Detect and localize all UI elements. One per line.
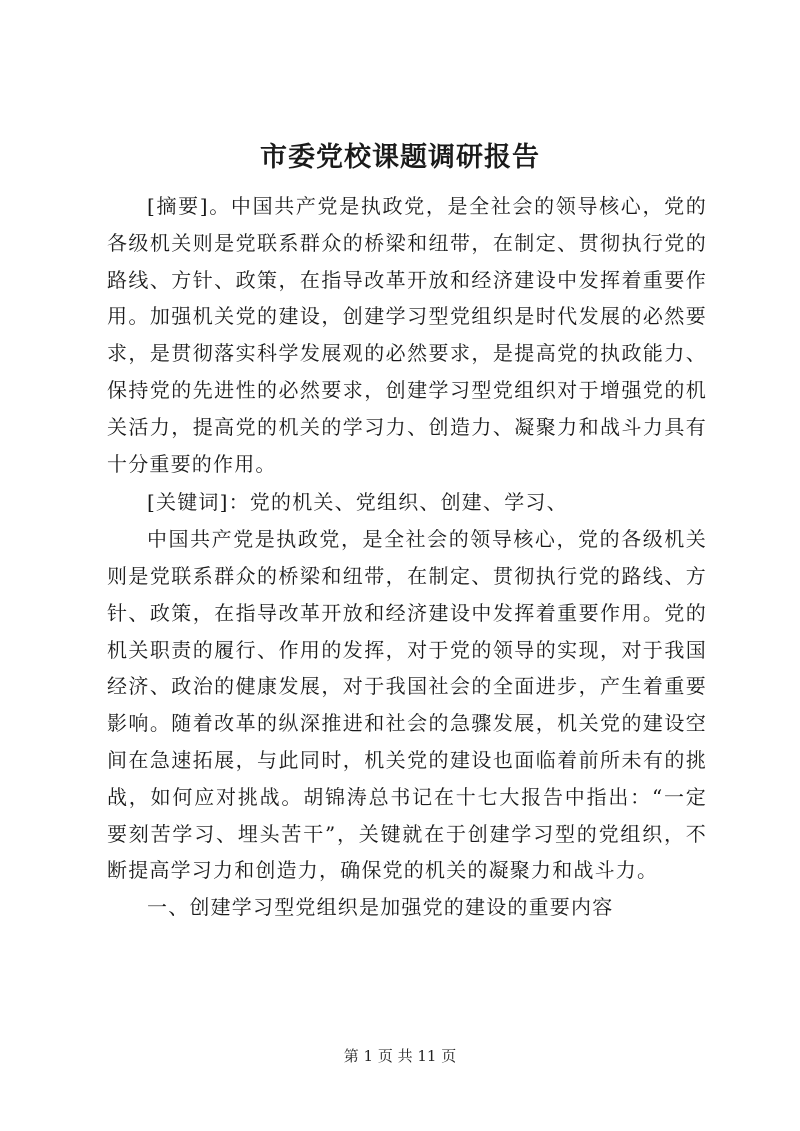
body-paragraph: 中国共产党是执政党，是全社会的领导核心，党的各级机关则是党联系群众的桥梁和纽带，在制定、贯彻执行党的路线、方针、政策，在指导改革开放和经济建设中发挥着重要作用。党的机关职责的履行、作用的发挥，对于党的领导的实现，对于我国经济、政治的健康发展，对于我国社会的全面进步，产生着重要影响。随着改革的纵深推进和社会的急骤发展，机关党的建设空间在急速拓展，与此同时，机关党的建设也面临着前所未有的挑战，如何应对挑战。胡锦涛总书记在十七大报告中指出：“一定要刻苦学习、埋头苦干”，关键就在于创建学习型的党组织，不断提高学习力和创造力，确保党的机关的凝聚力和战斗力。 (107, 527, 707, 883)
abstract-paragraph: [摘要]。中国共产党是执政党，是全社会的领导核心，党的各级机关则是党联系群众的桥梁和纽带，在制定、贯彻执行党的路线、方针、政策，在指导改革开放和经济建设中发挥着重要作用。加强机关党的建设，创建学习型党组织是时代发展的必然要求，是贯彻落实科学发展观的必然要求，是提高党的执政能力、保持党的先进性的必然要求，创建学习型党组织对于增强党的机关活力，提高党的机关的学习力、创造力、凝聚力和战斗力具有十分重要的作用。 (107, 194, 707, 476)
keywords-paragraph: [关键词]：党的机关、党组织、创建、学习、 (147, 490, 568, 515)
section-heading: 一、创建学习型党组织是加强党的建设的重要内容 (147, 895, 614, 920)
page-footer: 第 1 页 共 11 页 (343, 1047, 457, 1065)
document-title: 市委党校课题调研报告 (260, 142, 540, 173)
document-body (107, 188, 707, 926)
